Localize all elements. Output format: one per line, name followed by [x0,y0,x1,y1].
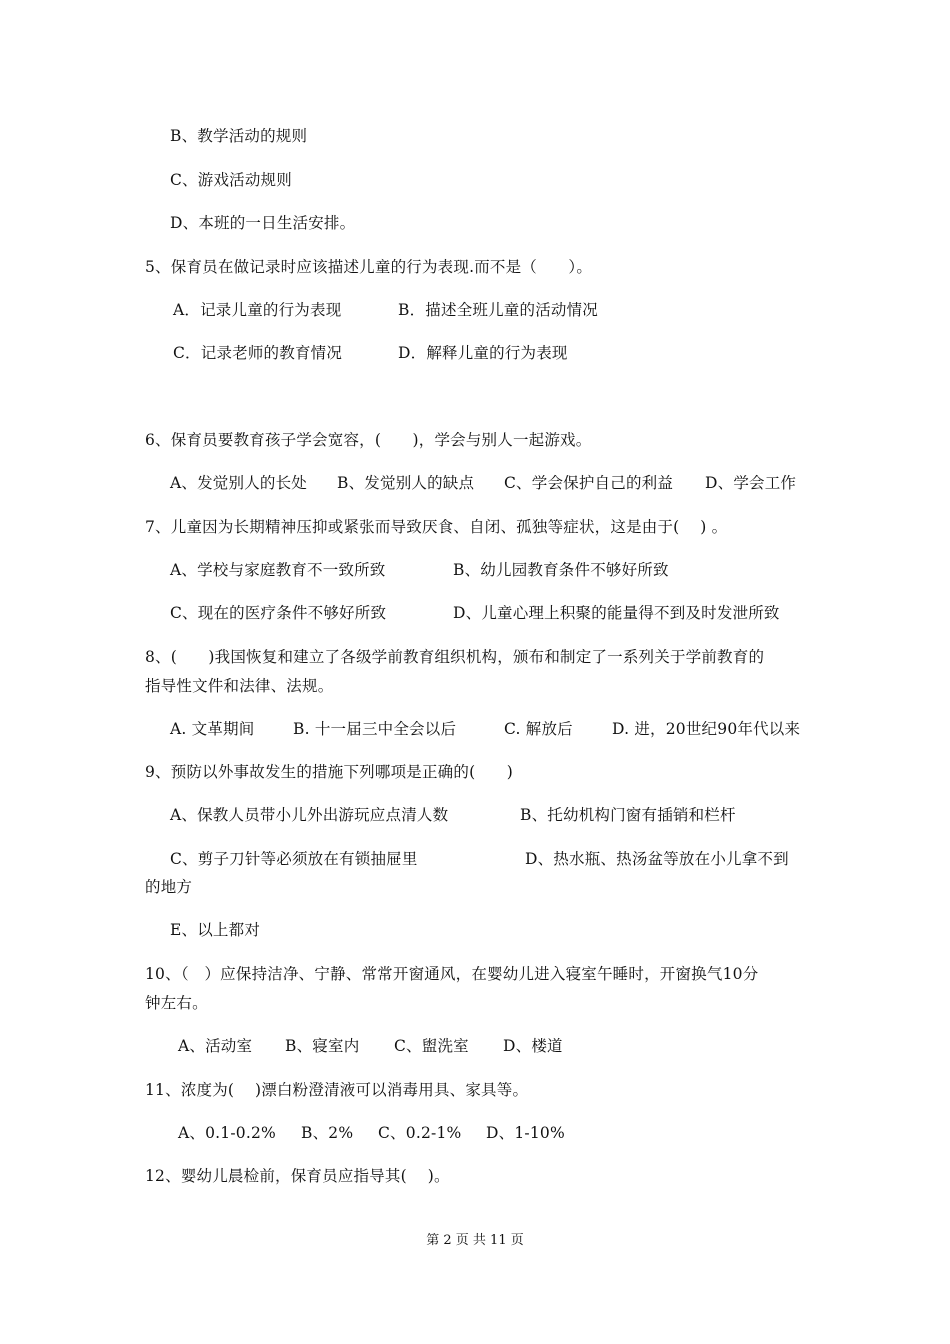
q4-option-d: D、本班的一日生活安排。 [170,214,356,232]
q8-stem-line2: 指导性文件和法律、法规。 [145,677,334,695]
q10-option-a: A、活动室 [178,1037,253,1055]
q10-option-d: D、楼道 [503,1037,563,1055]
q9-option-e: E、以上都对 [170,921,261,939]
q11-option-a: A、0.1-0.2% [178,1124,276,1142]
q9-stem: 9、预防以外事故发生的措施下列哪项是正确的( ) [145,763,513,781]
q7-option-a: A、学校与家庭教育不一致所致 [170,561,386,579]
q5-option-b: B．描述全班儿童的活动情况 [398,301,598,319]
q8-option-a: A. 文革期间 [170,720,255,738]
q8-option-b: B. 十一届三中全会以后 [293,720,457,738]
q5-stem: 5、保育员在做记录时应该描述儿童的行为表现.而不是（ ）。 [145,258,593,276]
q7-option-c: C、现在的医疗条件不够好所致 [170,604,387,622]
q11-option-c: C、0.2-1% [378,1124,462,1142]
q6-option-c: C、学会保护自己的利益 [504,474,674,492]
q6-stem: 6、保育员要教育孩子学会宽容，( )，学会与别人一起游戏。 [145,431,592,449]
q8-stem-line1: 8、( )我国恢复和建立了各级学前教育组织机构，颁布和制定了一系列关于学前教育的 [145,648,765,666]
q10-option-b: B、寝室内 [285,1037,360,1055]
q5-option-c: C．记录老师的教育情况 [173,344,343,362]
q10-stem-line2: 钟左右。 [145,994,208,1012]
q5-option-a: A．记录儿童的行为表现 [173,301,342,319]
q9-option-b: B、托幼机构门窗有插销和栏杆 [520,806,736,824]
q6-option-d: D、学会工作 [705,474,797,492]
q4-option-c: C、游戏活动规则 [170,171,292,189]
q7-stem: 7、儿童因为长期精神压抑或紧张而导致厌食、自闭、孤独等症状，这是由于( ) 。 [145,518,728,536]
q11-option-d: D、1-10% [486,1124,565,1142]
q10-stem-line1: 10、（ ）应保持洁净、宁静、常常开窗通风，在婴幼儿进入寝室午睡时，开窗换气10分 [145,965,759,983]
q9-option-c: C、剪子刀针等必须放在有锁抽屉里 [170,850,418,868]
q12-stem: 12、婴幼儿晨检前，保育员应指导其( )。 [145,1167,450,1185]
q7-option-d: D、儿童心理上积聚的能量得不到及时发泄所致 [453,604,780,622]
q10-option-c: C、盥洗室 [394,1037,469,1055]
q7-option-b: B、幼儿园教育条件不够好所致 [453,561,669,579]
q9-option-d-line2: 的地方 [145,878,193,896]
q9-option-d-line1: D、热水瓶、热汤盆等放在小儿拿不到 [525,850,789,868]
q11-option-b: B、2% [301,1124,354,1142]
q11-stem: 11、浓度为( )漂白粉澄清液可以消毒用具、家具等。 [145,1081,529,1099]
q8-option-c: C. 解放后 [504,720,573,738]
q9-option-a: A、保教人员带小儿外出游玩应点清人数 [170,806,449,824]
q5-option-d: D．解释儿童的行为表现 [398,344,568,362]
page-footer: 第 2 页 共 11 页 [426,1233,524,1248]
q4-option-b: B、教学活动的规则 [170,127,308,145]
q6-option-b: B、发觉别人的缺点 [337,474,475,492]
q6-option-a: A、发觉别人的长处 [170,474,307,492]
q8-option-d: D. 进，20世纪90年代以来 [612,720,801,738]
